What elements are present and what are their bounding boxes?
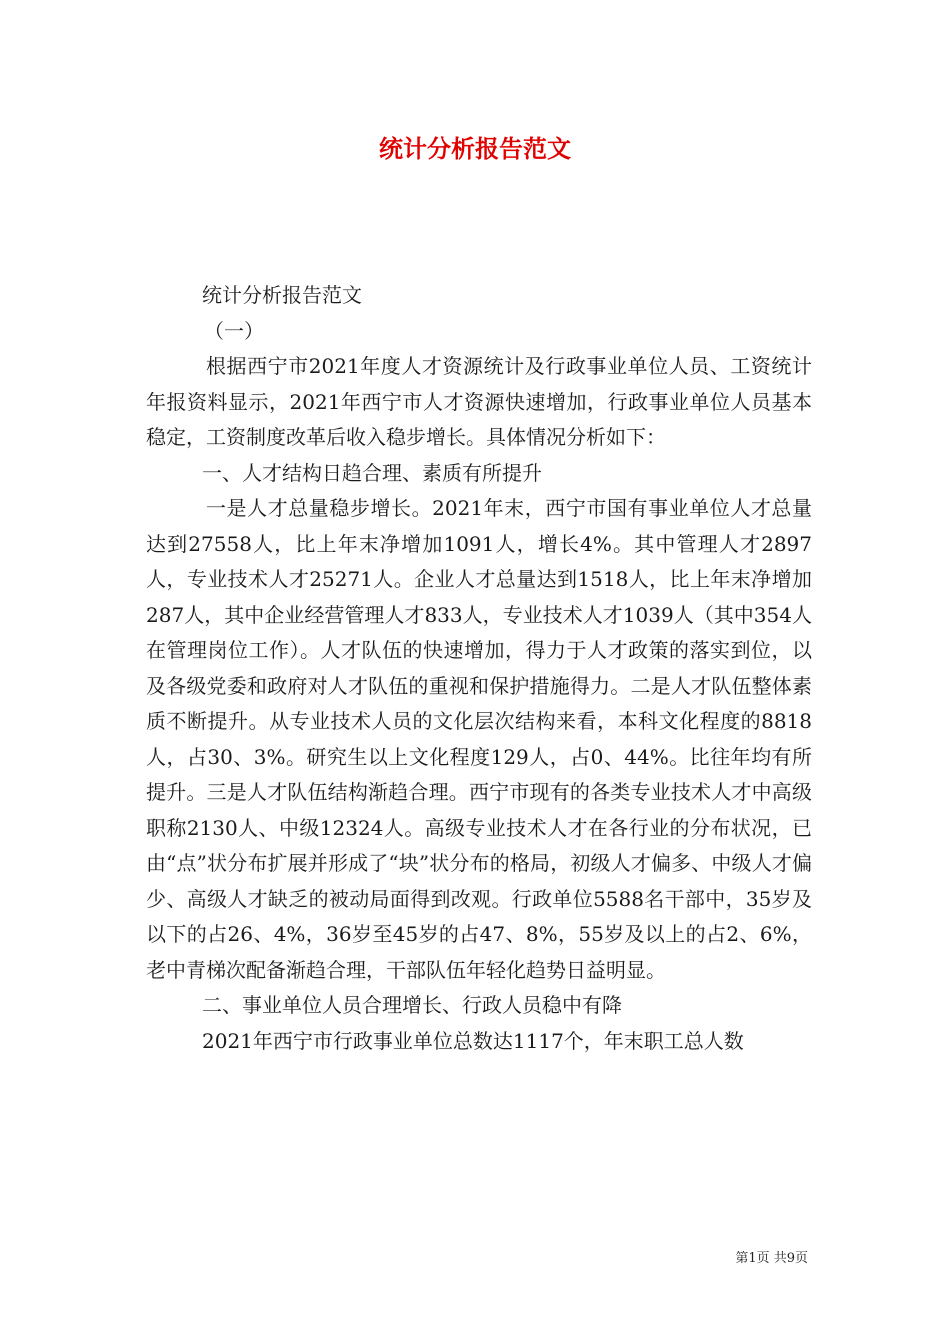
heading-section-one: 一、人才结构日趋合理、素质有所提升: [202, 460, 542, 485]
document-title: 统计分析报告范文: [379, 134, 571, 163]
paragraph-intro: 根据西宁市2021年度人才资源统计及行政事业单位人员、工资统计年报资料显示，2021年西宁市人才资源快速增加，行政事业单位人员基本稳定，工资制度改革后收入稳步增长。具体情况分析如下：: [146, 354, 812, 449]
paragraph-talent-structure: 一是人才总量稳步增长。2021年末，西宁市国有事业单位人才总量达到27558人，比上年末净增加1091人，增长4%。其中管理人才2897人，专业技术人才25271人。企业人才总量达到1518人，比上年末净增加287人，其中企业经营管理人才833人，专业技术人才1039人（其中354人在管理岗位工作）。人才队伍的快速增加，得力于人才政策的落实到位，以及各级党委和政府对人才队伍的重视和保护措施得力。二是人才队伍整体素质不断提升。从专业技术人员的文化层次结构来看，本科文化程度的8818人，占30、3%。研究生以上文化程度129人，占0、44%。比往年均有所提升。三是人才队伍结构渐趋合理。西宁市现有的各类专业技术人才中高级职称2130人、中级12324人。高级专业技术人才在各行业的分布状况，已由“点”状分布扩展并形成了“块”状分布的格局，初级人才偏多、中级人才偏少、高级人才缺乏的被动局面得到改观。行政单位5588名干部中，35岁及以下的占26、4%，36岁至45岁的占47、8%，55岁及以上的占2、6%，老中青梯次配备渐趋合理，干部队伍年轻化趋势日益明显。: [146, 496, 812, 982]
paragraph-subtitle: 统计分析报告范文: [202, 283, 362, 307]
document-body: [146, 278, 812, 1059]
heading-section-two: 二、事业单位人员合理增长、行政人员稳中有降: [202, 993, 622, 1017]
paragraph-section-marker: （一）: [204, 318, 264, 343]
page-number-footer: 第1页 共9页: [735, 1251, 808, 1266]
paragraph-staff-total: 2021年西宁市行政事业单位总数达1117个，年末职工总人数: [202, 1028, 744, 1053]
